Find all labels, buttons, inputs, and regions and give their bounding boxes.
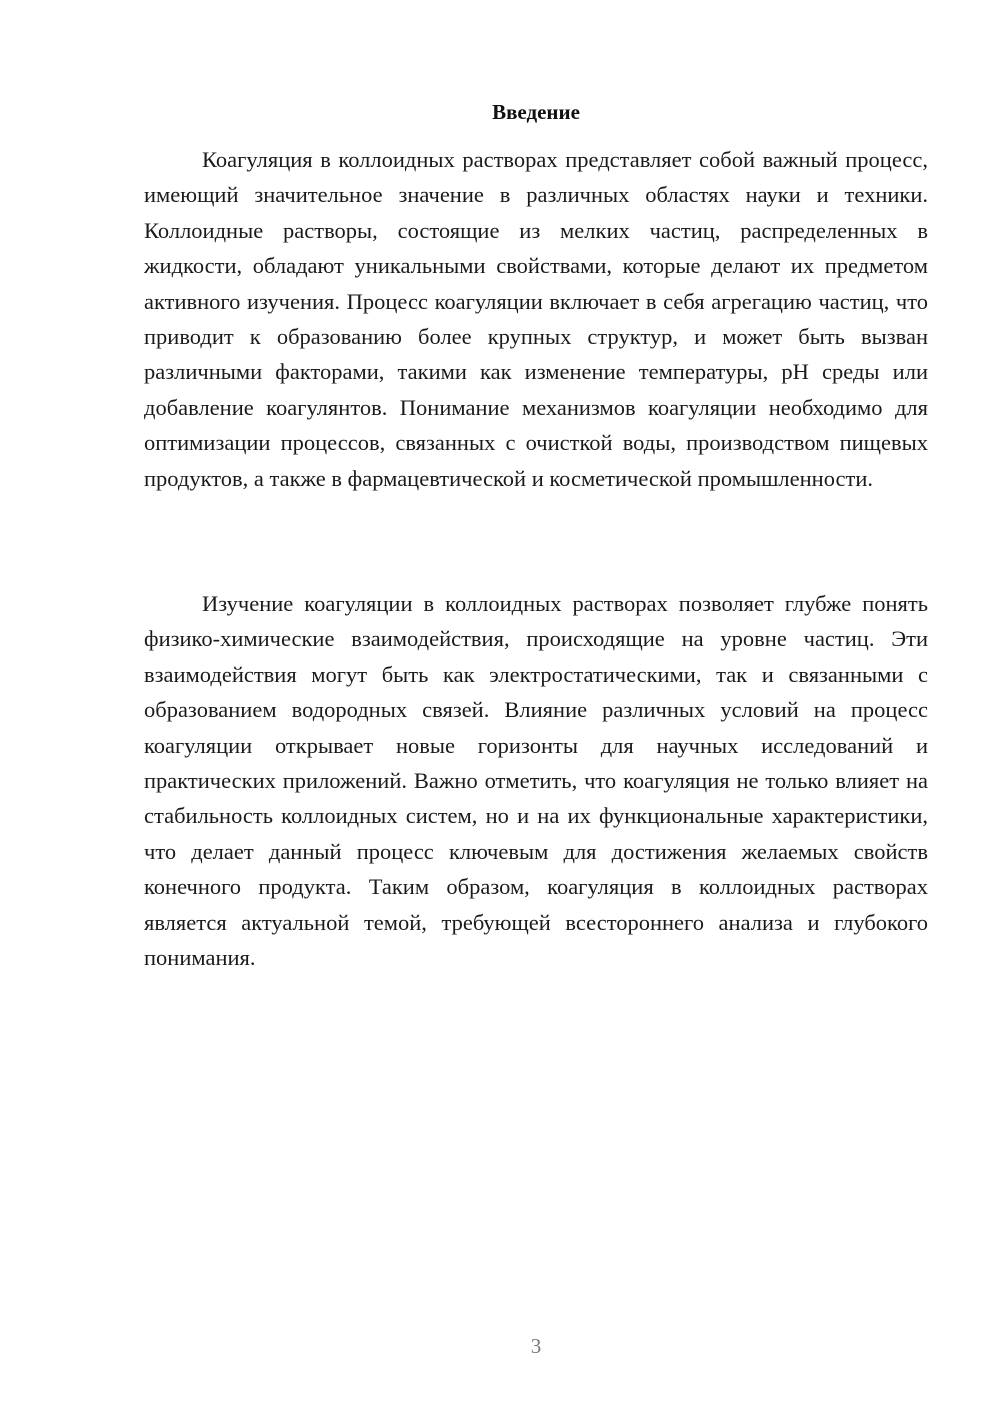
section-title: Введение bbox=[492, 100, 580, 124]
page-number: 3 bbox=[530, 1334, 542, 1358]
paragraph-intro: Коагуляция в коллоидных растворах представляет собой важный процесс, имеющий значительное значение в различных областях науки и техники. Коллоидные растворы, состоящие из мелких частиц, распределенных в жидкости, обладают уникальными свойствами, которые делают их предметом активного изучения. Процесс коагуляции включает в себя агрегацию частиц, что приводит к образованию более крупных структур, и может быть вызван различными факторами, такими как изменение температуры, pH среды или добавление коагулянтов. Понимание механизмов коагуляции необходимо для оптимизации процессов, связанных с очисткой воды, производством пищевых продуктов, а также в фармацевтической и косметической промышленности. bbox=[144, 147, 928, 491]
paragraph-study: Изучение коагуляции в коллоидных растворах позволяет глубже понять физико-химические взаимодействия, происходящие на уровне частиц. Эти взаимодействия могут быть как электростатическими, так и связанными с образованием водородных связей. Влияние различных условий на процесс коагуляции открывает новые горизонты для научных исследований и практических приложений. Важно отметить, что коагуляция не только влияет на стабильность коллоидных систем, но и на их функциональные характеристики, что делает данный процесс ключевым для достижения желаемых свойств конечного продукта. Таким образом, коагуляция в коллоидных растворах является актуальной темой, требующей всестороннего анализа и глубокого понимания. bbox=[144, 591, 928, 971]
